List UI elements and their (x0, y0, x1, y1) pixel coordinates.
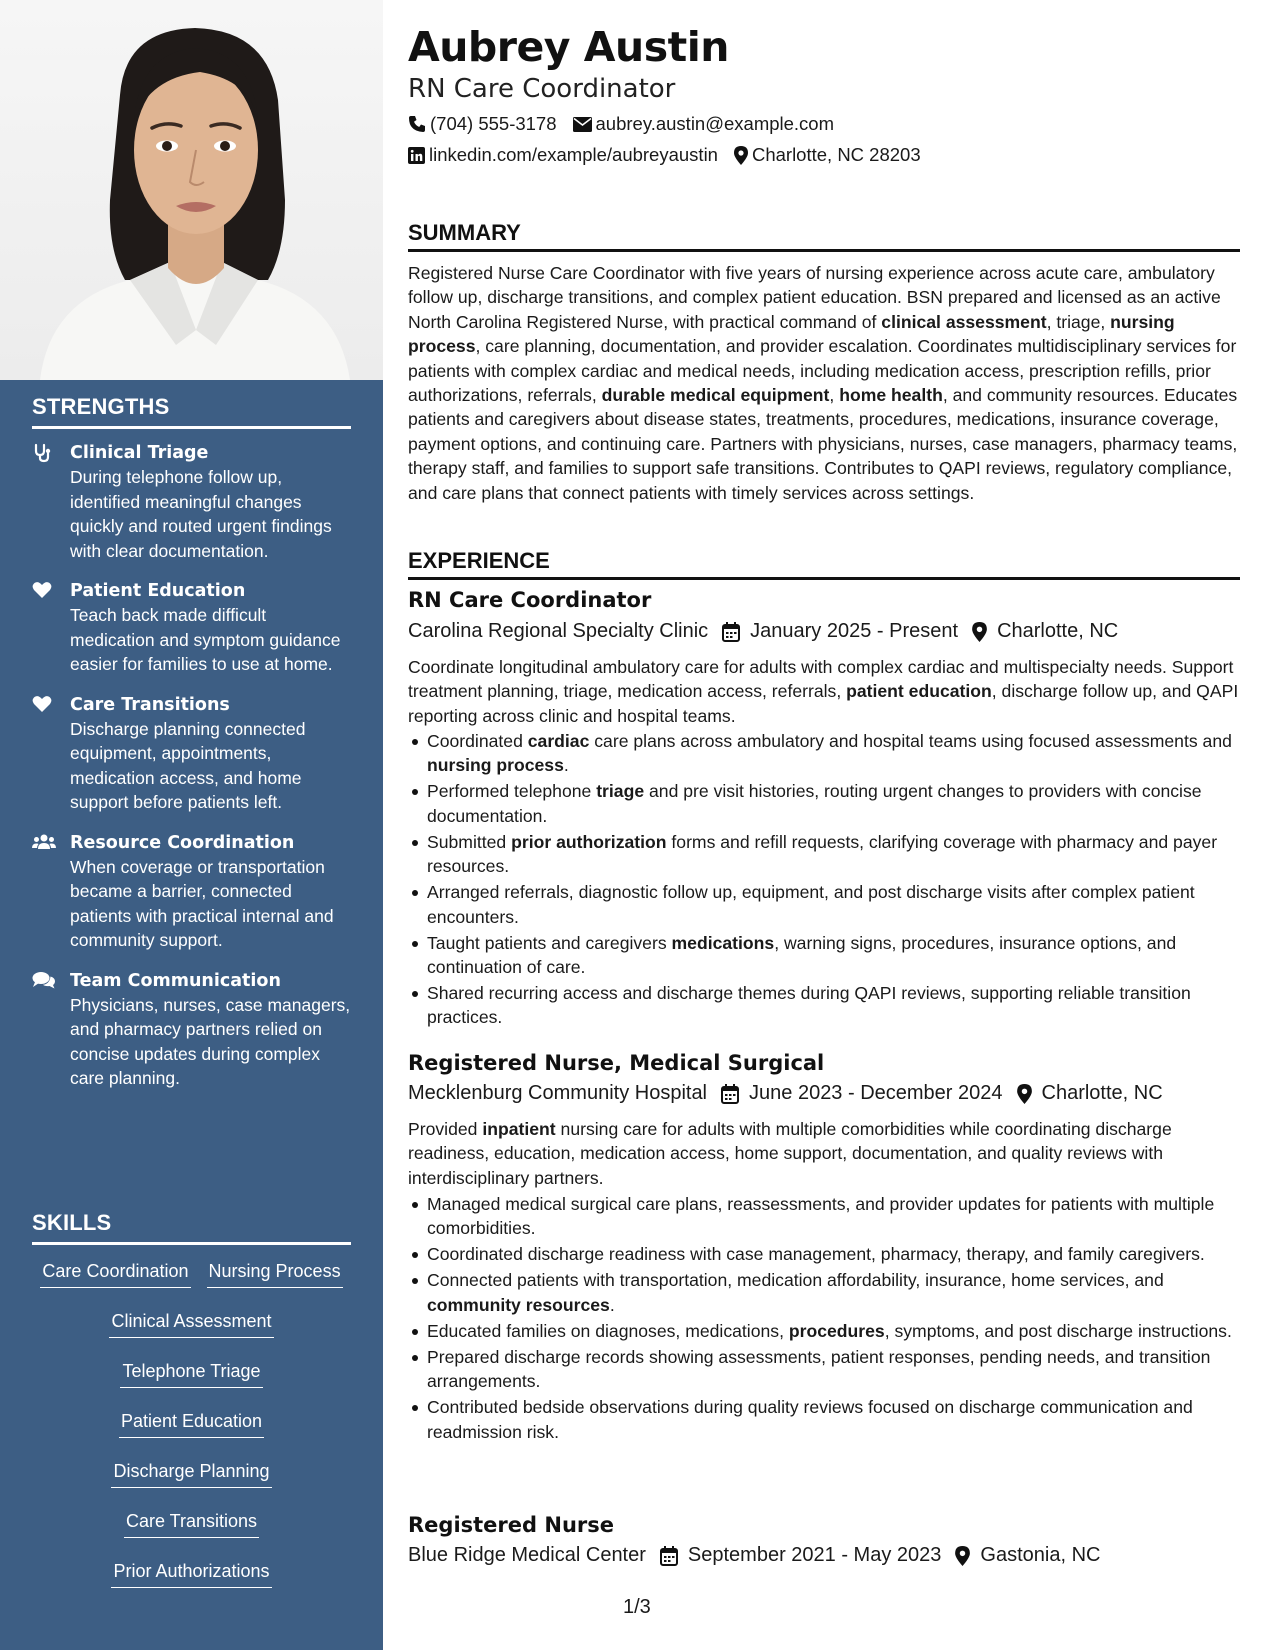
text-run: . (563, 755, 569, 776)
strength-desc: When coverage or transportation became a barrier, connected patients with practical internal and community support. (70, 856, 334, 950)
text-run: and pre visit histories, routing urgent changes to providers with concise documentation. (427, 781, 1202, 826)
text-run: , triage, (1046, 311, 1111, 332)
strengths-heading: STRENGTHS (32, 394, 351, 429)
phone-number: (704) 555-3178 (430, 113, 557, 134)
phone-icon (408, 115, 426, 133)
bullet-item (427, 931, 1259, 980)
linkedin-icon (408, 147, 425, 164)
strength-item (32, 693, 351, 815)
text-run: Arranged referrals, diagnostic follow up, equipment, and post discharge visits after complex patient encounters. (427, 882, 1195, 927)
strength-desc: Physicians, nurses, case managers, and pharmacy partners relied on concise updates during complex care planning. (70, 994, 351, 1088)
bold-keyword: home health (839, 385, 943, 406)
bullet-item (427, 830, 1259, 879)
skills-heading: SKILLS (32, 1210, 351, 1245)
bold-keyword: triage (596, 781, 645, 802)
bullet-item (427, 880, 1259, 929)
skill-tag: Care Coordination (40, 1253, 190, 1288)
skills-list (32, 1253, 351, 1603)
location-text: Charlotte, NC 28203 (751, 144, 921, 165)
text-run: nursing care for adults with multiple comorbidities while coordinating discharge readiness, education, medication access, home support, documentation, and quality reviews with interdisciplinary partners. (408, 1119, 1172, 1188)
envelope-icon (573, 117, 592, 132)
page-number: 1/3 (623, 1596, 651, 1618)
job-location-text: Charlotte, NC (997, 620, 1119, 642)
comments-icon (32, 971, 54, 991)
bullet-item (427, 1345, 1259, 1394)
strength-desc: During telephone follow up, identified meaningful changes quickly and routed urgent findings with clear documentation. (70, 467, 332, 561)
skill-tag: Prior Authorizations (111, 1553, 271, 1588)
strength-item (32, 831, 351, 953)
job-title: Registered Nurse, Medical Surgical (408, 1051, 825, 1075)
bold-keyword: cardiac (527, 731, 590, 751)
map-pin-icon (955, 1546, 970, 1566)
bullet-item (427, 1319, 1259, 1343)
strength-desc: Discharge planning connected equipment, appointments, medication access, and home support before patients left. (70, 718, 306, 812)
text-run: Educated families on diagnoses, medications, (427, 1320, 789, 1341)
job-description (408, 655, 1240, 728)
job-title: Registered Nurse (408, 1513, 614, 1537)
calendar-icon (721, 1084, 739, 1104)
strength-item (32, 579, 351, 677)
text-run: Provided (408, 1119, 483, 1139)
text-run: , (829, 385, 840, 406)
text-run: Connected patients with transportation, medication affordability, insurance, home services, and (427, 1270, 1164, 1291)
contact-row (408, 113, 850, 135)
bold-keyword: community resources (427, 1294, 610, 1315)
text-run: , symptoms, and post discharge instructions. (884, 1320, 1232, 1341)
contact-linkedin[interactable] (408, 144, 718, 166)
bullet-item (427, 1242, 1259, 1266)
contact-email[interactable] (573, 113, 835, 135)
stethoscope-icon (32, 443, 54, 463)
text-run: Shared recurring access and discharge themes during QAPI reviews, supporting reliable transition practices. (427, 983, 1191, 1028)
calendar-icon (722, 622, 740, 642)
candidate-name: Aubrey Austin (408, 23, 729, 71)
bold-keyword: inpatient (482, 1119, 556, 1139)
map-pin-icon (734, 146, 748, 165)
text-run: . (609, 1294, 615, 1315)
bold-keyword: patient education (846, 681, 992, 702)
skill-tag: Telephone Triage (120, 1353, 262, 1388)
strength-item (32, 969, 351, 1091)
job-dates (660, 1544, 942, 1567)
strength-title: Resource Coordination (70, 832, 295, 853)
job-employer: Mecklenburg Community Hospital (408, 1082, 708, 1104)
bold-keyword: nursing process (427, 755, 564, 776)
bullet-item (427, 1395, 1259, 1444)
heart-icon (32, 695, 54, 715)
calendar-icon (660, 1546, 678, 1566)
contact-phone[interactable] (408, 113, 557, 135)
text-run: , care planning, documentation, and provider escalation. Coordinates multidisciplinary services for patients with complex cardiac and medical needs, including medication access, prescription refills, prior authorizations, referrals, (408, 336, 1237, 406)
experience-heading: EXPERIENCE (408, 548, 1240, 580)
bold-keyword: durable medical equipment (601, 385, 830, 406)
job-title: RN Care Coordinator (408, 588, 652, 612)
job-dates-text: September 2021 - May 2023 (687, 1544, 942, 1566)
strength-item (32, 441, 351, 563)
job-meta (408, 620, 1132, 643)
job-dates (721, 1082, 1003, 1105)
strength-title: Team Communication (70, 970, 281, 991)
job-meta (408, 1544, 1114, 1567)
bold-keyword: medications (671, 932, 775, 953)
email-address: aubrey.austin@example.com (595, 113, 835, 134)
map-pin-icon (972, 622, 987, 642)
linkedin-url: linkedin.com/example/aubreyaustin (429, 144, 718, 165)
job-location-text: Gastonia, NC (980, 1544, 1101, 1566)
bold-keyword: prior authorization (511, 831, 667, 852)
job-dates-text: January 2025 - Present (750, 620, 959, 642)
text-run: Coordinated discharge readiness with case management, pharmacy, therapy, and family caregivers. (427, 1244, 1205, 1265)
strengths-section (32, 394, 351, 1107)
text-run: Registered Nurse Care Coordinator with five years of nursing experience across acute care, ambulatory follow up, discharge transitions, and complex patient education. BSN prepared and licensed as an active North Carolina Registered Nurse, with practical command of (408, 263, 1221, 332)
strength-desc: Teach back made difficult medication and symptom guidance easier for families to use at home. (70, 605, 341, 674)
bold-keyword: procedures (788, 1320, 885, 1341)
job-location-text: Charlotte, NC (1041, 1082, 1163, 1104)
skill-tag: Nursing Process (207, 1253, 343, 1288)
job-description (408, 1117, 1240, 1190)
job-dates (722, 620, 958, 643)
text-run: Managed medical surgical care plans, reassessments, and provider updates for patients with multiple comorbidities. (427, 1194, 1215, 1239)
text-run: Prepared discharge records showing assessments, patient responses, pending needs, and transition arrangements. (427, 1346, 1211, 1392)
text-run: Coordinate longitudinal ambulatory care for adults with complex cardiac and multispecialty needs. Support treatment planning, triage, medication access, referrals, (408, 657, 1234, 702)
profile-photo (0, 0, 383, 380)
contact-row-2 (408, 144, 937, 166)
job-bullets (408, 1192, 1259, 1446)
bullet-item (427, 729, 1259, 778)
text-run: forms and refill requests, clarifying coverage with pharmacy and payer resources. (427, 831, 1218, 877)
contact-location (734, 144, 921, 166)
skill-tag: Clinical Assessment (109, 1303, 273, 1338)
summary-text (408, 261, 1240, 505)
skill-tag: Discharge Planning (111, 1453, 271, 1488)
skills-section (32, 1210, 351, 1603)
users-icon (32, 833, 54, 853)
text-run: Taught patients and caregivers (427, 932, 672, 953)
strength-title: Clinical Triage (70, 443, 209, 463)
text-run: , and community resources. Educates patients and caregivers about disease states, treatments, procedures, medications, insurance coverage, payment options, and continuing care. Partners with physicians, nurses, case managers, pharmacy teams, therapy staff, and families to support safe transitions. Contributes to QAPI reviews, regulatory compliance, and care plans that connect patients with timely services across settings. (408, 385, 1238, 503)
text-run: , warning signs, procedures, insurance options, and continuation of care. (427, 932, 1177, 978)
job-location (1017, 1082, 1163, 1105)
bullet-item (427, 1268, 1259, 1317)
bold-keyword: nursing process (408, 311, 1175, 357)
bullet-item (427, 1192, 1259, 1241)
text-run: Contributed bedside observations during quality reviews focused on discharge communication and readmission risk. (427, 1397, 1193, 1442)
skill-tag: Care Transitions (124, 1503, 259, 1538)
job-employer: Carolina Regional Specialty Clinic (408, 620, 709, 642)
job-meta (408, 1082, 1177, 1105)
job-dates-text: June 2023 - December 2024 (749, 1082, 1003, 1104)
bullet-item (427, 779, 1259, 828)
job-employer: Blue Ridge Medical Center (408, 1544, 646, 1566)
text-run: , discharge follow up, and QAPI reporting across clinic and hospital teams. (408, 681, 1239, 726)
heart-icon (32, 581, 54, 601)
text-run: Submitted (427, 831, 512, 852)
text-run: Coordinated (427, 731, 528, 751)
summary-heading: SUMMARY (408, 220, 1240, 252)
text-run: Performed telephone (427, 781, 597, 802)
job-location (955, 1544, 1100, 1567)
bullet-item (427, 981, 1259, 1030)
skill-tag: Patient Education (119, 1403, 264, 1438)
strength-title: Care Transitions (70, 694, 230, 715)
text-run: care plans across ambulatory and hospital teams using focused assessments and (589, 731, 1232, 751)
candidate-role: RN Care Coordinator (408, 74, 676, 104)
strength-title: Patient Education (70, 581, 246, 601)
job-bullets (408, 729, 1259, 1031)
bold-keyword: clinical assessment (881, 311, 1047, 332)
sidebar (0, 0, 383, 1650)
map-pin-icon (1017, 1084, 1032, 1104)
job-location (972, 620, 1118, 643)
